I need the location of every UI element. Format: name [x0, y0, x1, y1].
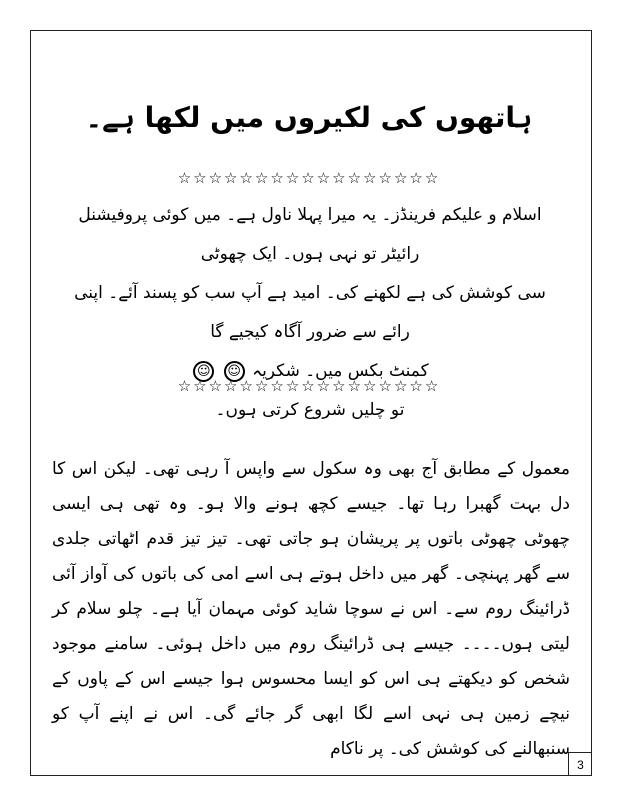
story-body — [52, 452, 570, 767]
smiley-icon: ☺ — [224, 361, 245, 382]
page-number: 3 — [568, 752, 592, 776]
chapter-title: ہاتھوں کی لکیروں میں لکھا ہے۔ — [85, 101, 533, 134]
intro-line-4: تو چلیں شروع کرتی ہوں۔ — [215, 400, 405, 420]
intro-thanks-text: کمنٹ بکس میں۔ شکریہ — [252, 361, 429, 381]
intro-line-1: اسلام و علیکم فرینڈز۔ یہ میرا پہلا ناول ہے۔ میں کوئی پروفیشنل رائیٹر تو نہی ہوں۔ ایک چھوٹی — [78, 205, 542, 264]
smiley-icon: ☺ — [193, 361, 214, 382]
star-divider-top: ☆☆☆☆☆☆☆☆☆☆☆☆☆☆☆☆☆ — [177, 169, 441, 187]
intro-line-2: سی کوشش کی ہے لکھنے کی۔ امید ہے آپ سب کو پسند آئے۔ اپنی رائے سے ضرور آگاہ کیجیے گا — [74, 283, 546, 342]
star-divider-bottom: ☆☆☆☆☆☆☆☆☆☆☆☆☆☆☆☆☆ — [177, 377, 441, 395]
story-paragraph: معمول کے مطابق آج بھی وہ سکول سے واپس آ رہی تھی۔ لیکن اس کا دل بہت گھبرا رہا تھا۔ جیسے کچھ ہونے والا ہو۔ وہ تھی ہی ایسی چھوٹی چھوٹی باتوں پر پریشان ہو جاتی تھی۔ تیز تیز قدم اٹھاتی جلدی سے گھر پہنچی۔ گھر میں داخل ہوتے ہی اسے امی کی باتوں کی آواز آئی ڈرائینگ روم سے۔ اس نے سوچا شاید کوئی مہمان آیا ہے۔ چلو سلام کر لیتی ہوں۔۔۔۔ جیسے ہی ڈرائینگ روم میں داخل ہوئی۔ سامنے موجود شخص کو دیکھتے ہی اس کو ایسا محسوس ہوا جیسے اس کے پاوں کے نیچے زمین ہی نہی اسے لگا ابھی گر جائے گی۔ اس نے اپنے آپ کو سنبھالنے کی کوشش کی۔ پر ناکام — [52, 459, 570, 759]
